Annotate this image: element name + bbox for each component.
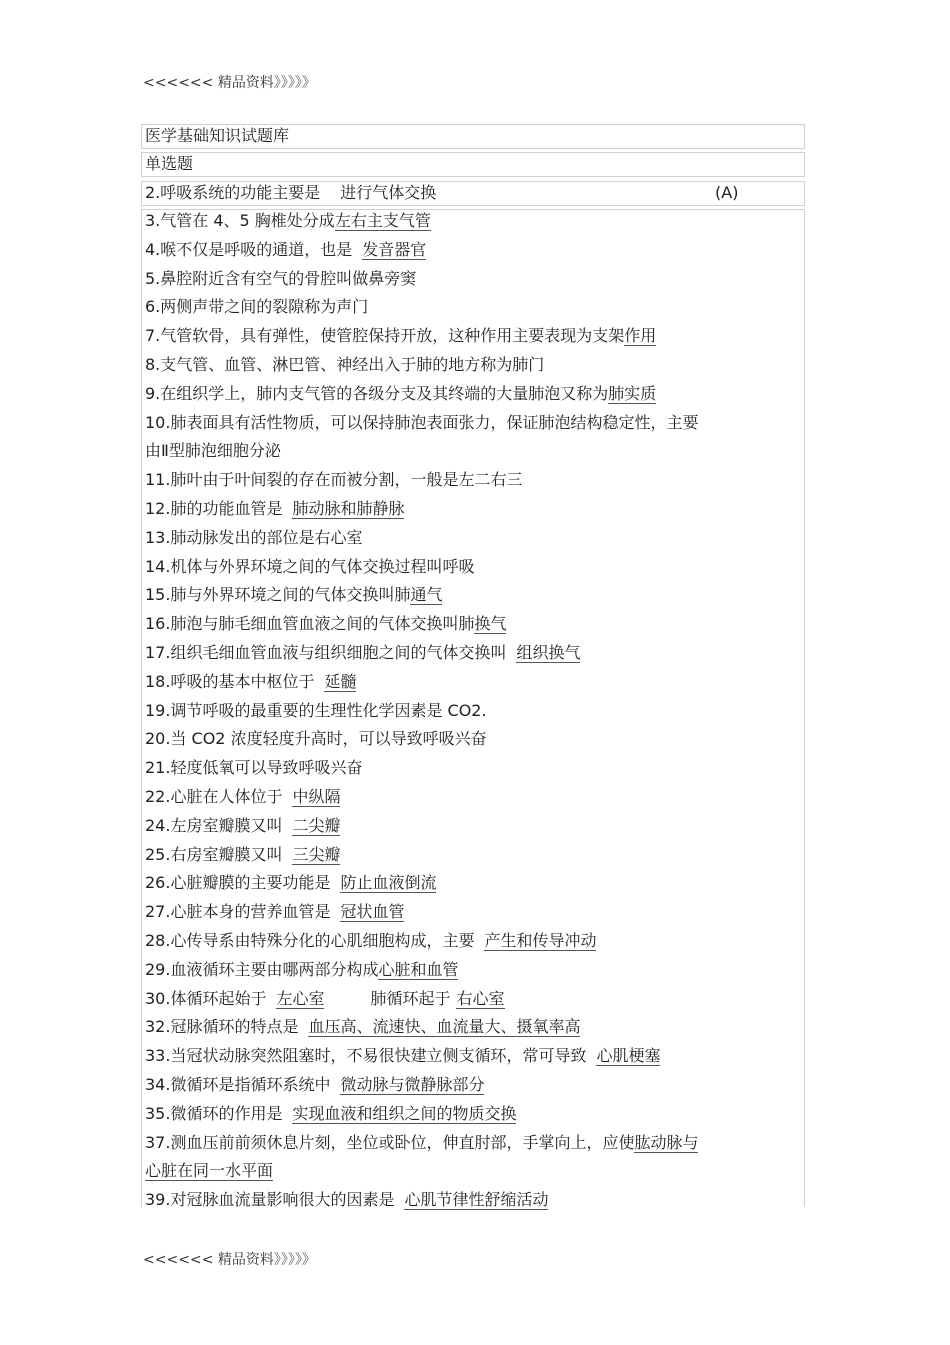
- question-text: 4.喉不仅是呼吸的通道，也是: [145, 239, 353, 259]
- question-row: [145, 556, 474, 578]
- question-text: 32.冠脉循环的特点是: [145, 1017, 299, 1037]
- answer-text: 实现血液和组织之间的物质交换: [292, 1103, 517, 1123]
- question-text: 10.肺表面具有活性物质，可以保持肺泡表面张力，保证肺泡结构稳定性，主要: [145, 412, 699, 432]
- question-row: [145, 872, 436, 894]
- answer-text: 微动脉与微静脉部分: [340, 1075, 485, 1094]
- answer-text: 换气: [474, 614, 507, 634]
- question-row: [141, 181, 805, 206]
- answer-text: 延髓: [324, 671, 357, 691]
- question-row: [145, 527, 362, 549]
- answer-text: 冠状血管: [340, 902, 405, 922]
- question-row: [145, 1132, 698, 1154]
- doc-title: 医学基础知识试题库: [141, 124, 805, 149]
- question-text: 26.心脏瓣膜的主要功能是: [145, 873, 331, 893]
- question-row: [145, 1189, 548, 1211]
- question-text: 16.肺泡与肺毛细血管血液之间的气体交换叫肺: [145, 614, 475, 634]
- answer-text: 肺实质: [608, 383, 657, 403]
- question-text: 27.心脏本身的营养血管是: [145, 902, 331, 922]
- answer-text: 进行气体交换: [340, 183, 437, 202]
- question-text: 12.肺的功能血管是: [145, 499, 283, 518]
- question-row: [145, 498, 404, 520]
- question-text: 3.气管在 4、5 胸椎处分成: [145, 211, 335, 230]
- answer-text: 左心室: [276, 988, 325, 1008]
- page-header: <<<<<< 精品资料》》》》》: [143, 75, 316, 91]
- question-row: [145, 584, 442, 606]
- answer-text: 心肌节律性舒缩活动: [404, 1190, 549, 1210]
- question-row: [145, 383, 656, 405]
- answer-text: 右心室: [456, 988, 505, 1008]
- question-text: 22.心脏在人体位于: [145, 787, 283, 806]
- question-row: [145, 930, 596, 952]
- answer-text: 作用: [624, 326, 657, 346]
- question-text: 28.心传导系由特殊分化的心肌细胞构成，主要: [145, 931, 475, 950]
- question-text: 30.体循环起始于: [145, 988, 267, 1008]
- question-text: 37.测血压前前须休息片刻，坐位或卧位，伸直肘部，手掌向上，应使: [145, 1132, 635, 1152]
- question-row: [145, 671, 356, 693]
- answer-text: 三尖瓣: [292, 844, 341, 864]
- answer-text: 产生和传导冲动: [484, 931, 597, 950]
- question-row: [145, 296, 368, 318]
- question-text: 15.肺与外界环境之间的气体交换叫肺: [145, 585, 411, 605]
- question-row: [145, 1016, 580, 1038]
- question-row: [145, 268, 416, 290]
- answer-text: 通气: [410, 585, 443, 605]
- answer-text: 防止血液倒流: [340, 873, 437, 893]
- answer-text: 左右主支气管: [334, 211, 431, 230]
- answer-text: 肱动脉与: [634, 1132, 699, 1152]
- question-text: 11.肺叶由于叶间裂的存在而被分割，一般是左二右三: [145, 470, 523, 490]
- question-row: [145, 325, 656, 347]
- question-row: [145, 844, 340, 866]
- question-text: 25.右房室瓣膜又叫: [145, 844, 283, 864]
- question-text: 33.当冠状动脉突然阻塞时，不易很快建立侧支循环，常可导致: [145, 1046, 587, 1066]
- question-list: [141, 209, 805, 1210]
- answer-text: 心肌梗塞: [596, 1046, 661, 1066]
- question-text: 5.鼻腔附近含有空气的骨腔叫做鼻旁窦: [145, 268, 417, 288]
- answer-text: 心脏在同一水平面: [145, 1161, 274, 1181]
- question-row: [145, 613, 506, 635]
- page-footer: <<<<<< 精品资料》》》》》: [143, 1252, 316, 1268]
- answer-text: 组织换气: [516, 643, 581, 662]
- question-text: 肺循环起于: [370, 988, 451, 1008]
- question-row: [145, 210, 431, 232]
- question-row: [145, 440, 281, 462]
- question-row: [145, 815, 340, 837]
- question-text: 21.轻度低氧可以导致呼吸兴奋: [145, 758, 363, 778]
- question-row: [145, 642, 580, 664]
- question-text: 8.支气管、血管、淋巴管、神经出入于肺的地方称为肺门: [145, 355, 545, 374]
- answer-text: 发音器官: [362, 239, 427, 259]
- question-text: 14.机体与外界环境之间的气体交换过程叫呼吸: [145, 556, 475, 576]
- question-row: [145, 728, 487, 750]
- question-text: 29.血液循环主要由哪两部分构成: [145, 959, 379, 979]
- question-row: [145, 412, 698, 434]
- answer-text: 中纵隔: [292, 787, 341, 806]
- question-text: 6.两侧声带之间的裂隙称为声门: [145, 297, 369, 317]
- question-text: 24.左房室瓣膜又叫: [145, 815, 283, 835]
- question-row: [145, 1160, 273, 1182]
- question-row: [145, 757, 362, 779]
- question-text: 39.对冠脉血流量影响很大的因素是: [145, 1190, 395, 1210]
- question-text: 7.气管软骨，具有弹性，使管腔保持开放，这种作用主要表现为支架: [145, 326, 625, 346]
- question-row: [145, 1103, 516, 1125]
- question-text: 35.微循环的作用是: [145, 1103, 283, 1123]
- question-text: 2.呼吸系统的功能主要是: [145, 183, 321, 202]
- question-text: 19.调节呼吸的最重要的生理性化学因素是 CO2.: [145, 700, 487, 720]
- question-text: 34.微循环是指循环系统中: [145, 1075, 331, 1094]
- question-text: 9.在组织学上，肺内支气管的各级分支及其终端的大量肺泡又称为: [145, 383, 609, 403]
- section-type: 单选题: [141, 152, 805, 177]
- answer-text: 二尖瓣: [292, 815, 341, 835]
- question-text: 17.组织毛细血管血液与组织细胞之间的气体交换叫: [145, 643, 507, 662]
- question-row: [145, 700, 487, 722]
- question-row: [145, 901, 404, 923]
- question-row: [145, 1074, 484, 1096]
- answer-text: 肺动脉和肺静脉: [292, 499, 405, 518]
- answer-text: 血压高、流速快、血流量大、摄氧率高: [308, 1017, 581, 1037]
- question-row: [145, 1045, 660, 1067]
- question-row: [145, 239, 426, 261]
- question-row: [145, 354, 544, 376]
- question-row: [145, 959, 458, 981]
- question-row: [145, 786, 340, 808]
- question-text: 由Ⅱ型肺泡细胞分泌: [145, 441, 281, 461]
- question-row: [145, 988, 505, 1010]
- question-text: 18.呼吸的基本中枢位于: [145, 671, 315, 691]
- answer-text: 心脏和血管: [378, 959, 459, 979]
- question-text: 20.当 CO2 浓度轻度升高时，可以导致呼吸兴奋: [145, 729, 487, 749]
- question-text: 13.肺动脉发出的部位是右心室: [145, 527, 363, 547]
- choice-label: (A): [715, 183, 739, 202]
- question-row: [145, 469, 522, 491]
